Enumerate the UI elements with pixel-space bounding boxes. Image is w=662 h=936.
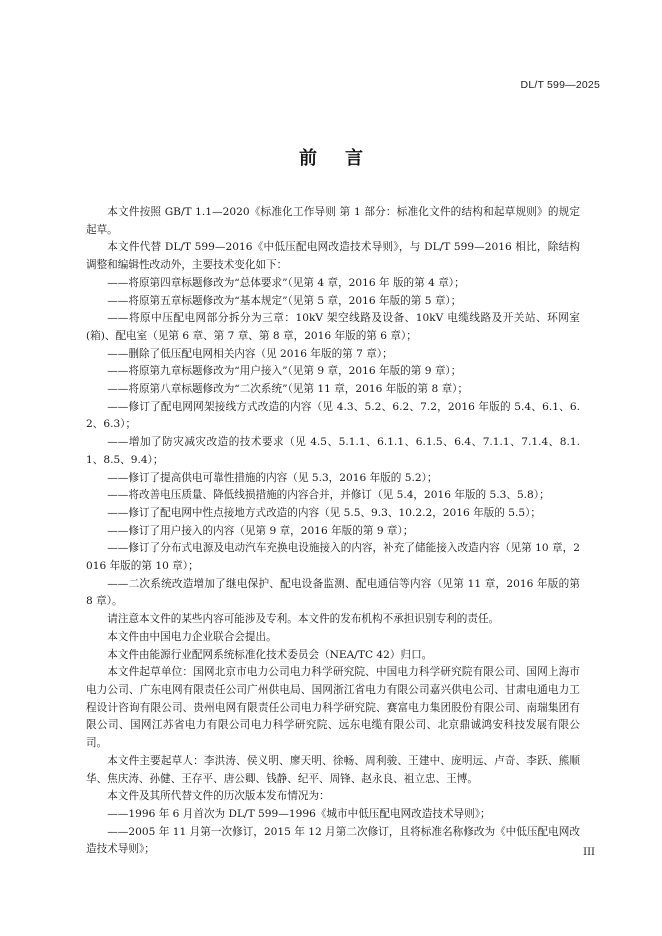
change-list-item: ——将原中压配电网部分拆分为三章：10kV 架空线路及设备、10kV 电缆线路及开关站、环网室(箱)、配电室（见第 6 章、第 7 章、第 8 章，2016 年版的第 6 章）； bbox=[86, 312, 580, 342]
version-history-item: ——2005 年 11 月第一次修订，2015 年 12 月第二次修订，且将标准名称修改为《中低压配电网改造技术导则》； bbox=[86, 825, 580, 856]
document-code: DL/T 599—2025 bbox=[520, 79, 600, 91]
paragraph: 本文件代替 DL/T 599—2016《中低压配电网改造技术导则》，与 DL/T 599—2016 相比，除结构调整和编辑性改动外，主要技术变化如下： bbox=[86, 241, 580, 272]
page-number: III bbox=[583, 847, 595, 858]
change-list-item: ——将改善电压质量、降低线损措施的内容合并，并修订（见 5.4，2016 年版的 5.3、5.8）； bbox=[107, 489, 550, 502]
paragraph: 本文件及其所代替文件的历次版本发布情况为： bbox=[107, 790, 330, 803]
patent-notice: 请注意本文件的某些内容可能涉及专利。本文件的发布机构不承担识别专利的责任。 bbox=[107, 613, 500, 626]
change-list-item: ——修订了分布式电源及电动汽车充换电设施接入的内容，补充了储能接入改造内容（见第 10 章，2016 年版的第 10 章）； bbox=[86, 542, 580, 573]
change-list-item: ——修订了配电网网架接线方式改造的内容（见 4.3、5.2、6.2、7.2，2016 年版的 5.4、6.1、6.2、6.3）； bbox=[86, 400, 580, 431]
proposer-statement: 本文件由中国电力企业联合会提出。 bbox=[107, 630, 277, 643]
change-list-item: ——将原第九章标题修改为“用户接入”（见第 9 章，2016 年版的第 9 章）； bbox=[107, 365, 462, 378]
foreword-body bbox=[86, 204, 580, 859]
change-list-item: ——二次系统改造增加了继电保护、配电设备监测、配电通信等内容（见第 11 章，2016 年版的第 8 章）。 bbox=[86, 577, 580, 608]
change-list-item: ——修订了用户接入的内容（见第 9 章，2016 年版的第 9 章）； bbox=[107, 524, 414, 537]
paragraph: 本文件按照 GB/T 1.1—2020《标准化工作导则 第 1 部分：标准化文件的结构和起草规则》的规定起草。 bbox=[86, 206, 580, 236]
page-title: 前言 bbox=[299, 148, 391, 169]
change-list-item: ——删除了低压配电网相关内容（见 2016 年版的第 7 章）； bbox=[107, 347, 393, 360]
committee-statement: 本文件由能源行业配网系统标准化技术委员会（NEA/TC 42）归口。 bbox=[107, 648, 433, 661]
drafting-organizations: 本文件起草单位：国网北京市电力公司电力科学研究院、中国电力科学研究院有限公司、国网上海市电力公司、广东电网有限责任公司广州供电局、国网浙江省电力有限公司嘉兴供电公司、甘肃电通电力工程设计咨询有限公司、贵州电网有限责任公司电力科学研究院、赛富电力集团股份有限公司、南瑞集团有限公司、国网江苏省电力有限公司电力科学研究院、远东电缆有限公司、北京鼎诚鸿安科技发展有限公司。 bbox=[86, 666, 580, 750]
change-list-item: ——将原第四章标题修改为“总体要求”（见第 4 章，2016 年 版的第 4 章）； bbox=[107, 276, 465, 289]
change-list-item: ——将原第五章标题修改为“基本规定”（见第 5 章，2016 年版的第 5 章）； bbox=[107, 294, 462, 307]
version-history-item: ——1996 年 6 月首次为 DL/T 599—1996《城市中低压配电网改造技术导则》； bbox=[107, 807, 491, 820]
change-list-item: ——修订了提高供电可靠性措施的内容（见 5.3，2016 年版的 5.2）； bbox=[107, 471, 438, 484]
drafters: 本文件主要起草人：李洪涛、侯义明、廖天明、徐畅、周利骏、王建中、庞明远、卢奇、李跃、熊顺华、焦庆涛、孙健、王存平、唐公卿、钱静、纪平、周锋、赵永良、祖立忠、王博。 bbox=[86, 754, 580, 785]
change-list-item: ——将原第八章标题修改为“二次系统”（见第 11 章，2016 年版的第 8 章）； bbox=[107, 383, 469, 396]
change-list-item: ——修订了配电网中性点接地方式改造的内容（见 5.5、9.3、10.2.2，2016 年版的 5.5）； bbox=[107, 506, 541, 519]
change-list-item: ——增加了防灾减灾改造的技术要求（见 4.5、5.1.1、6.1.1、6.1.5、6.4、7.1.1、7.1.4、8.1.1、8.5、9.4）； bbox=[86, 436, 580, 466]
